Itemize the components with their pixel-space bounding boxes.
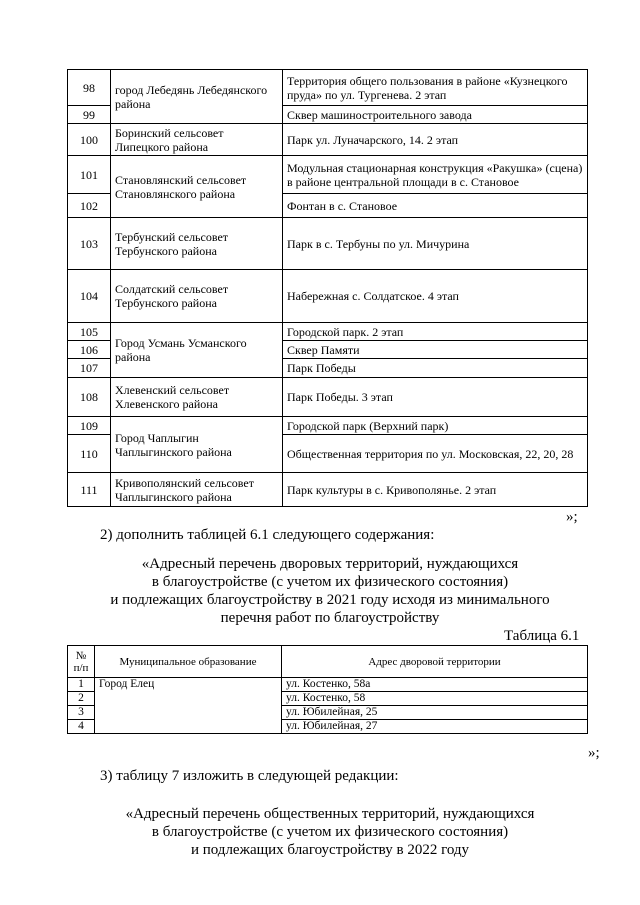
address-cell: Городской парк. 2 этап (283, 323, 588, 341)
address-cell: Общественная территория по ул. Московская, 22, 20, 28 (283, 435, 588, 473)
address-cell: Сквер Памяти (283, 341, 588, 359)
row-number: 101 (68, 156, 111, 194)
table61-heading-line-1: «Адресный перечень дворовых территорий, нуждающихся (141, 556, 519, 572)
address-cell: ул. Юбилейная, 27 (282, 720, 588, 734)
table-row (68, 270, 588, 323)
courtyard-territories-table (67, 645, 588, 734)
item-3-text: 3) таблицу 7 изложить в следующей редакции: (100, 768, 399, 784)
row-number: 110 (68, 435, 111, 473)
address-cell: ул. Костенко, 58 (282, 692, 588, 706)
table-row (68, 417, 588, 435)
table61-heading-line-3: и подлежащих благоустройству в 2021 году исходя из минимального (110, 592, 550, 608)
table-row (68, 156, 588, 194)
table7-heading-line-2: в благоустройстве (с учетом их физического состояния) (151, 824, 509, 840)
row-number: 103 (68, 218, 111, 270)
municipality-cell: Боринский сельсовет Липецкого района (111, 124, 283, 156)
row-number: 107 (68, 359, 111, 378)
address-cell: Городской парк (Верхний парк) (283, 417, 588, 435)
address-cell: Модульная стационарная конструкция «Ракушка» (сцена) в районе центральной площади в с. Становое (283, 156, 588, 194)
table7-heading-line-3: и подлежащих благоустройству в 2022 году (190, 842, 470, 858)
row-number: 102 (68, 194, 111, 218)
public-territories-table (67, 69, 588, 507)
header-municipality: Муниципальное образование (95, 646, 282, 678)
address-cell: Парк Победы. 3 этап (283, 378, 588, 417)
row-number: 108 (68, 378, 111, 417)
table-row (68, 218, 588, 270)
table61-label: Таблица 6.1 (504, 628, 580, 644)
row-number: 111 (68, 473, 111, 507)
table-row (68, 378, 588, 417)
table-row (68, 473, 588, 507)
municipality-cell: Хлевенский сельсовет Хлевенского района (111, 378, 283, 417)
row-number: 100 (68, 124, 111, 156)
address-cell: Парк в с. Тербуны по ул. Мичурина (283, 218, 588, 270)
row-number: 99 (68, 106, 111, 124)
table61-header-row (68, 646, 588, 678)
row-number: 104 (68, 270, 111, 323)
public-territories-table-body (68, 70, 588, 507)
table-row (68, 323, 588, 341)
address-cell: Парк культуры в с. Кривополянье. 2 этап (283, 473, 588, 507)
address-cell: Набережная с. Солдатское. 4 этап (283, 270, 588, 323)
table-row (68, 70, 588, 106)
row-number: 1 (68, 678, 95, 692)
address-cell: Территория общего пользования в районе «Кузнецкого пруда» по ул. Тургенева. 2 этап (283, 70, 588, 106)
municipality-cell: город Лебедянь Лебедянского района (111, 70, 283, 124)
municipality-cell: Становлянский сельсовет Становлянского района (111, 156, 283, 218)
header-num: № п/п (68, 646, 95, 678)
row-number: 2 (68, 692, 95, 706)
table61-heading-line-2: в благоустройстве (с учетом их физического состояния) (151, 574, 509, 590)
row-number: 4 (68, 720, 95, 734)
address-cell: ул. Юбилейная, 25 (282, 706, 588, 720)
table7-heading (70, 805, 590, 859)
row-number: 109 (68, 417, 111, 435)
address-cell: Парк Победы (283, 359, 588, 378)
row-number: 105 (68, 323, 111, 341)
table7-heading-line-1: «Адресный перечень общественных территорий, нуждающихся (125, 806, 535, 822)
table61-heading (70, 555, 590, 627)
municipality-cell: Город Чаплыгин Чаплыгинского района (111, 417, 283, 473)
row-number: 98 (68, 70, 111, 106)
address-cell: Сквер машиностроительного завода (283, 106, 588, 124)
item-2-text: 2) дополнить таблицей 6.1 следующего содержания: (100, 527, 435, 543)
municipality-cell: Тербунский сельсовет Тербунского района (111, 218, 283, 270)
header-address: Адрес дворовой территории (282, 646, 588, 678)
table2-closing-quote: »; (588, 745, 600, 761)
address-cell: Фонтан в с. Становое (283, 194, 588, 218)
courtyard-territories-table-body (68, 678, 588, 734)
table-row (68, 678, 588, 692)
table-row (68, 124, 588, 156)
municipality-cell: Кривополянский сельсовет Чаплыгинского района (111, 473, 283, 507)
municipality-cell: Город Усмань Усманского района (111, 323, 283, 378)
municipality-cell: Город Елец (95, 678, 282, 734)
municipality-cell: Солдатский сельсовет Тербунского района (111, 270, 283, 323)
address-cell: ул. Костенко, 58а (282, 678, 588, 692)
row-number: 106 (68, 341, 111, 359)
table1-closing-quote: »; (566, 509, 578, 525)
row-number: 3 (68, 706, 95, 720)
table61-heading-line-4: перечня работ по благоустройству (220, 610, 440, 626)
address-cell: Парк ул. Луначарского, 14. 2 этап (283, 124, 588, 156)
